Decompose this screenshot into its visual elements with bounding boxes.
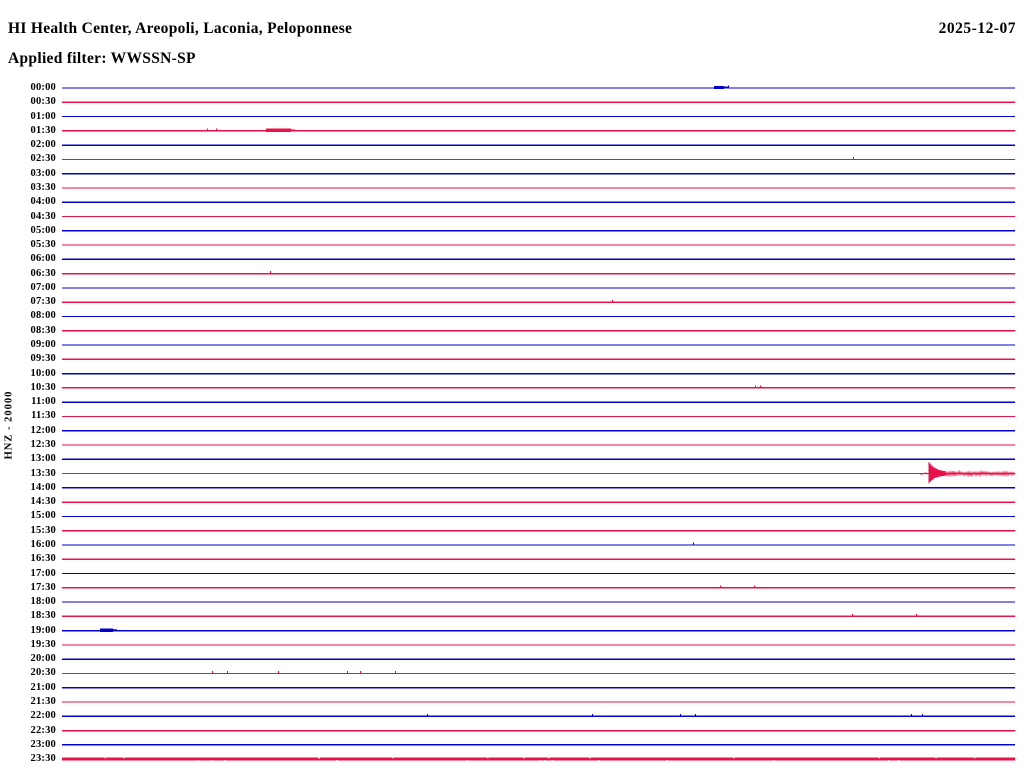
noise-gap [105,757,106,758]
noise-gap [319,757,320,758]
noise-gap [197,760,198,761]
noise-gap [552,760,553,761]
time-label-03:30: 03:30 [30,181,56,193]
micro-event-tick [695,714,696,716]
time-label-11:00: 11:00 [31,395,56,407]
micro-event-tick [760,385,761,387]
time-label-14:30: 14:30 [30,495,56,507]
channel-scale-label: HNZ - 20000 [3,390,15,460]
micro-event-tick [278,671,279,673]
micro-event-tick [693,543,694,545]
noise-gap [224,760,225,761]
noise-gap [523,757,524,758]
time-label-19:00: 19:00 [30,624,56,636]
minor-event-burst [100,629,113,632]
time-label-10:00: 10:00 [30,367,56,379]
time-label-08:00: 08:00 [30,310,56,322]
micro-event-tick [427,714,428,716]
time-label-23:30: 23:30 [30,752,56,764]
time-label-07:00: 07:00 [30,281,56,293]
time-label-09:30: 09:30 [30,353,56,365]
noise-gap [548,757,549,758]
time-label-21:00: 21:00 [30,681,56,693]
time-label-10:30: 10:30 [30,381,56,393]
noise-gap [539,760,540,761]
micro-event-tick [852,614,853,616]
applied-filter-label: Applied filter: WWSSN-SP [8,50,196,67]
micro-event-tick [207,128,208,130]
micro-event-tick [754,585,755,587]
time-label-08:30: 08:30 [30,324,56,336]
time-label-20:00: 20:00 [30,652,56,664]
time-label-18:30: 18:30 [30,610,56,622]
time-label-05:00: 05:00 [30,224,56,236]
noise-gap [974,757,975,758]
time-label-00:30: 00:30 [30,96,56,108]
time-label-02:00: 02:00 [30,138,56,150]
noise-gap [544,760,545,761]
time-label-01:30: 01:30 [30,124,56,136]
time-label-04:00: 04:00 [30,196,56,208]
time-label-20:30: 20:30 [30,667,56,679]
micro-event-tick [680,714,681,716]
time-label-12:00: 12:00 [30,424,56,436]
time-label-23:00: 23:00 [30,738,56,750]
micro-event-tick [911,714,912,716]
time-label-06:30: 06:30 [30,267,56,279]
noise-gap [733,757,734,758]
time-label-13:30: 13:30 [30,467,56,479]
station-title: HI Health Center, Areopoli, Laconia, Peloponnese [8,20,353,37]
date-label: 2025-12-07 [938,20,1016,37]
micro-event-tick [728,86,729,88]
time-label-05:30: 05:30 [30,238,56,250]
micro-event-tick [360,671,361,673]
noise-gap [598,760,599,761]
minor-event-tail [724,87,728,88]
micro-event-tick [212,671,213,673]
time-label-06:00: 06:00 [30,253,56,265]
micro-event-tick [755,385,756,387]
noise-gap [392,757,393,758]
minor-event-burst [714,86,724,89]
micro-event-tick [853,157,854,159]
time-label-17:30: 17:30 [30,581,56,593]
noise-gap [935,757,936,758]
micro-event-tick [592,714,593,716]
time-label-02:30: 02:30 [30,153,56,165]
time-label-11:30: 11:30 [31,410,56,422]
micro-event-tick [227,671,228,673]
time-label-21:30: 21:30 [30,695,56,707]
time-label-15:30: 15:30 [30,524,56,536]
noise-gap [589,757,590,758]
noise-gap [487,757,488,758]
micro-event-tick [720,585,721,587]
time-label-03:00: 03:00 [30,167,56,179]
micro-event-tick [922,714,923,716]
minor-event-tail [291,129,295,130]
noise-gap [773,760,774,761]
minor-event-burst [266,128,291,132]
time-label-16:00: 16:00 [30,538,56,550]
time-label-09:00: 09:00 [30,338,56,350]
time-label-17:00: 17:00 [30,567,56,579]
micro-event-tick [270,271,271,273]
time-label-16:30: 16:30 [30,553,56,565]
noise-gap [336,760,337,761]
time-label-12:30: 12:30 [30,438,56,450]
micro-event-tick [916,614,917,616]
time-label-07:30: 07:30 [30,295,56,307]
noise-gap [467,760,468,761]
noise-gap [124,757,125,758]
time-label-22:00: 22:00 [30,710,56,722]
noise-gap [211,760,212,761]
noise-gap [666,760,667,761]
time-label-14:00: 14:00 [30,481,56,493]
noise-gap [888,760,889,761]
time-label-00:00: 00:00 [30,81,56,93]
time-label-15:00: 15:00 [30,510,56,522]
time-label-01:00: 01:00 [30,110,56,122]
time-label-18:00: 18:00 [30,595,56,607]
time-label-04:30: 04:30 [30,210,56,222]
micro-event-tick [347,671,348,673]
time-label-13:00: 13:00 [30,453,56,465]
minor-event-tail [113,629,117,630]
micro-event-tick [612,300,613,302]
micro-event-tick [216,128,217,130]
time-label-19:30: 19:30 [30,638,56,650]
noise-gap [898,760,899,761]
micro-event-tick [395,671,396,673]
noise-gap [879,757,880,758]
time-label-22:30: 22:30 [30,724,56,736]
